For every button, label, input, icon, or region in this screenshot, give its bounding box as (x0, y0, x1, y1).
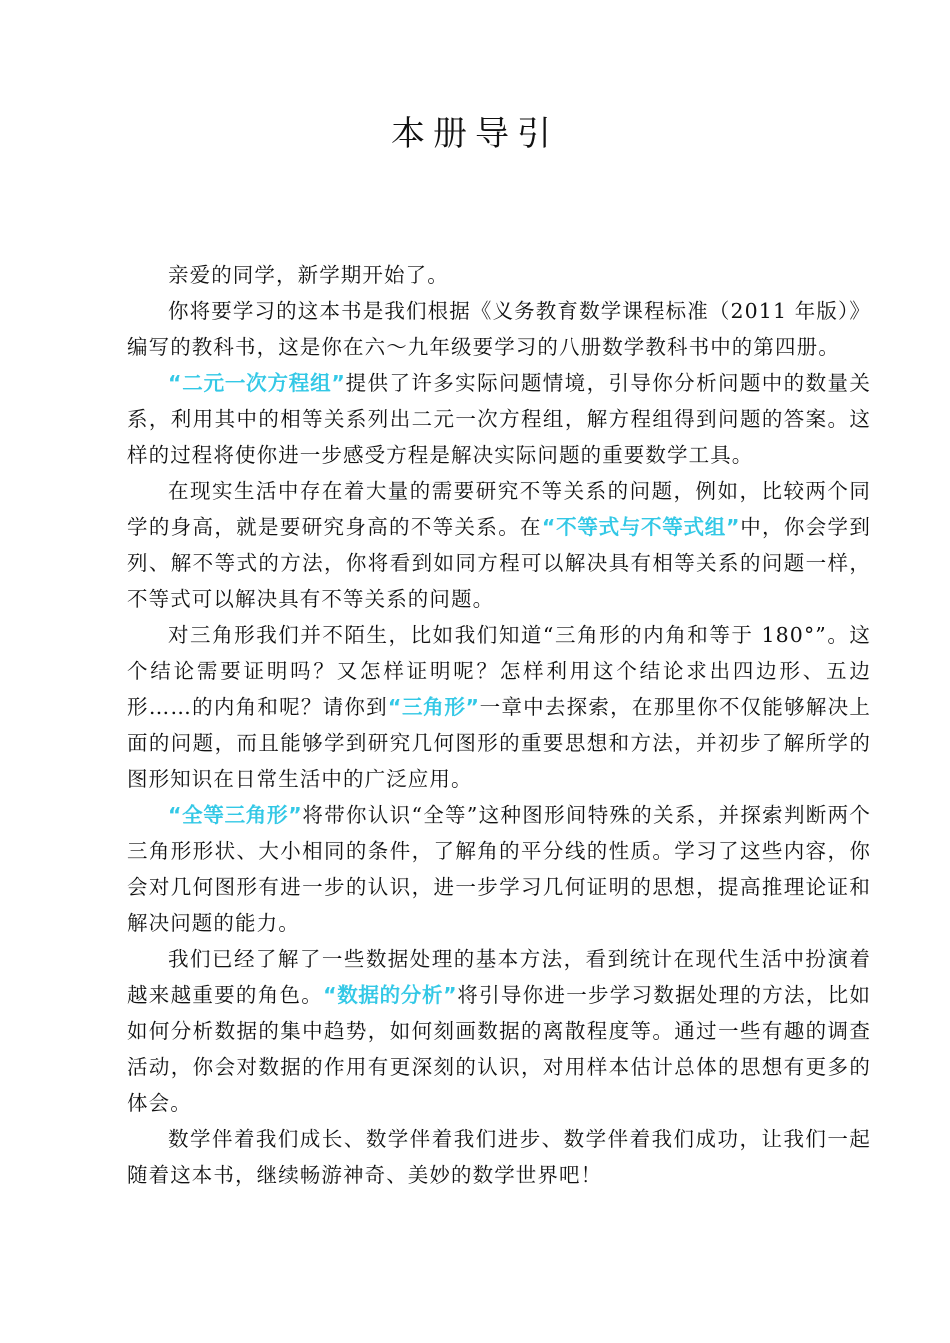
paragraph-intro (127, 293, 871, 365)
chapter-highlight: “数据的分析” (323, 983, 458, 1007)
body-text (127, 257, 871, 1193)
chapter-highlight: “不等式与不等式组” (541, 515, 740, 539)
paragraph-text: 在现实生活中存在着大量的需要研究不等关系的问题，例如，比较两个同学的身高，就是要研究身高的不等关系。在 (127, 479, 871, 539)
paragraph-text: 提供了许多实际问题情境，引导你分析问题中的数量关系，利用其中的相等关系列出二元一次方程组，解方程组得到问题的答案。这样的过程将使你进一步感受方程是解决实际问题的重要数学工具。 (127, 371, 871, 467)
paragraph-text: 数学伴着我们成长、数学伴着我们进步、数学伴着我们成功，让我们一起随着这本书，继续畅游神奇、美妙的数学世界吧！ (127, 1127, 871, 1187)
paragraph-closing (127, 1121, 871, 1193)
paragraph-greeting (127, 257, 871, 293)
paragraph-linear-equations (127, 365, 871, 473)
paragraph-data-analysis (127, 941, 871, 1121)
paragraph-text: 一章中去探索，在那里你不仅能够解决上面的问题，而且能够学到研究几何图形的重要思想和方法，并初步了解所学的图形知识在日常生活中的广泛应用。 (127, 695, 871, 791)
paragraph-text: 亲爱的同学，新学期开始了。 (168, 263, 449, 287)
paragraph-triangles (127, 617, 871, 797)
paragraph-text: 对三角形我们并不陌生，比如我们知道“三角形的内角和等于 180°”。这个结论需要证明吗？又怎样证明呢？怎样利用这个结论求出四边形、五边形……的内角和呢？请你到 (127, 623, 871, 719)
paragraph-text: 我们已经了解了一些数据处理的基本方法，看到统计在现代生活中扮演着越来越重要的角色。 (127, 947, 871, 1007)
chapter-highlight: “二元一次方程组” (168, 371, 346, 395)
paragraph-text: 将带你认识“全等”这种图形间特殊的关系，并探索判断两个三角形形状、大小相同的条件，了解角的平分线的性质。学习了这些内容，你会对几何图形有进一步的认识，进一步学习几何证明的思想，提高推理论证和解决问题的能力。 (127, 803, 871, 935)
page-title: 本册导引 (391, 114, 559, 154)
paragraph-inequalities (127, 473, 871, 617)
chapter-highlight: “全等三角形” (168, 803, 303, 827)
paragraph-text: 你将要学习的这本书是我们根据《义务教育数学课程标准（2011 年版）》编写的教科书，这是你在六～九年级要学习的八册数学教科书中的第四册。 (127, 299, 871, 359)
paragraph-text: 将引导你进一步学习数据处理的方法，比如如何分析数据的集中趋势，如何刻画数据的离散程度等。通过一些有趣的调查活动，你会对数据的作用有更深刻的认识，对用样本估计总体的思想有更多的体会。 (127, 983, 871, 1115)
chapter-highlight: “三角形” (387, 695, 480, 719)
paragraph-congruent-triangles (127, 797, 871, 941)
paragraph-text: 中，你会学到列、解不等式的方法，你将看到如同方程可以解决具有相等关系的问题一样，不等式可以解决具有不等关系的问题。 (127, 515, 871, 611)
